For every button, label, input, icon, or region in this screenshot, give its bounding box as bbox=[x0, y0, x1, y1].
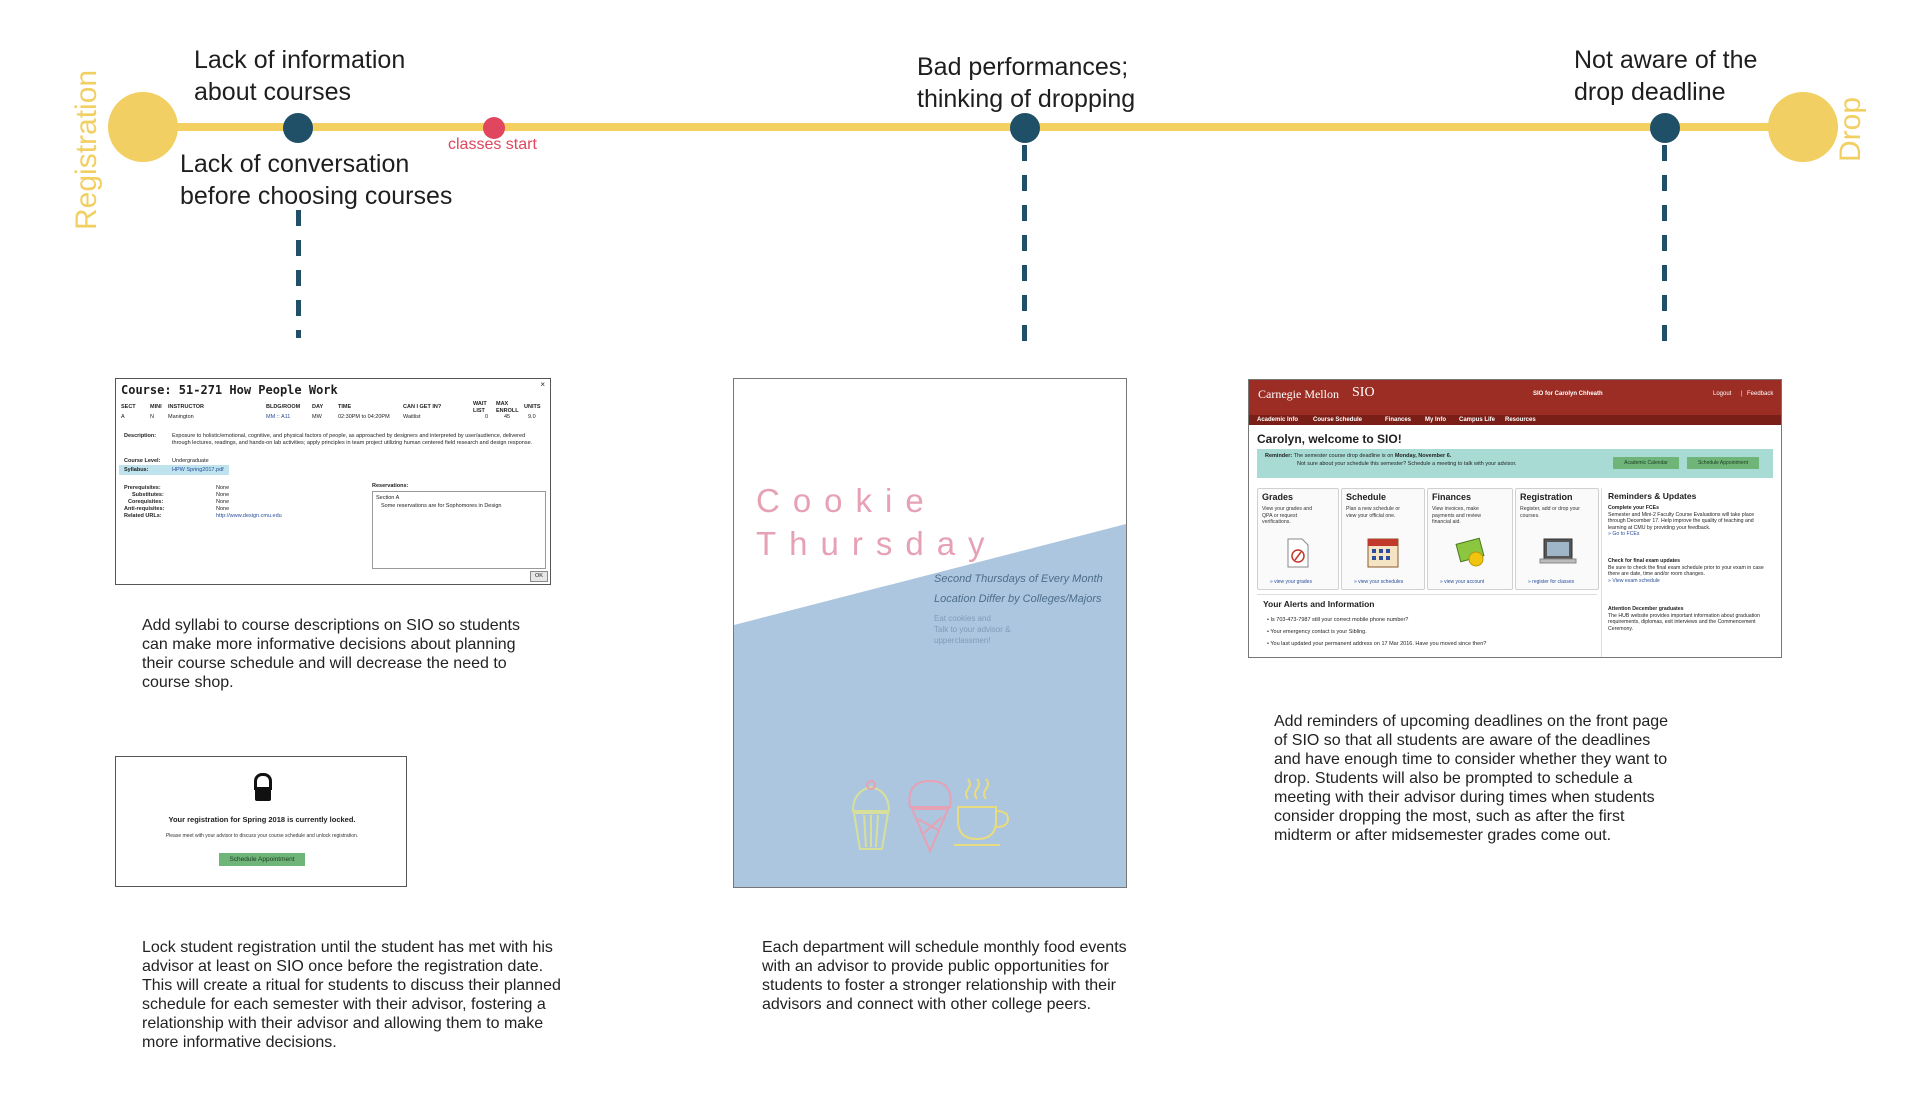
money-icon bbox=[1454, 535, 1488, 569]
tile-finances[interactable]: Finances View invoices, make payments and review financial aid. » view your account bbox=[1427, 488, 1513, 590]
calendar-icon bbox=[1366, 535, 1400, 569]
registration-label: Registration bbox=[70, 69, 103, 230]
connector-dash-1 bbox=[296, 210, 301, 338]
nav-finances[interactable]: Finances bbox=[1385, 417, 1412, 423]
schedule-appointment-button[interactable]: Schedule Appointment bbox=[219, 853, 305, 866]
sio-brand: Carnegie Mellon bbox=[1258, 387, 1339, 401]
deadline-reminder-banner: Reminder: The semester course drop deadline is on Monday, November 6. Not sure about your schedule this semester? Schedule a meeting to talk with your advisor. Academic Calendar Schedule Appointment bbox=[1257, 449, 1773, 478]
lock-message: Your registration for Spring 2018 is currently locked. bbox=[168, 815, 356, 824]
drop-label: Drop bbox=[1834, 96, 1867, 162]
desc-syllabi: Add syllabi to course descriptions on SIO so students can make more informative decisions about planning their course schedule and will decrease the need to course shop. bbox=[142, 617, 520, 691]
timeline-node-drop bbox=[1650, 113, 1680, 143]
timeline-line bbox=[150, 123, 1770, 131]
lock-sub-message: Please meet with your advisor to discuss your course schedule and unlock registration. bbox=[165, 833, 359, 839]
course-title: Course: 51-271 How People Work bbox=[121, 383, 338, 397]
header-divider: | bbox=[1741, 391, 1743, 397]
alert-phone: • Is 703-473-7987 still your correct mobile phone number? bbox=[1267, 617, 1409, 623]
pain-point-drop-deadline: Not aware of the drop deadline bbox=[1574, 46, 1758, 106]
pain-point-lack-info: Lack of information about courses bbox=[194, 46, 406, 106]
nav-course-schedule[interactable]: Course Schedule bbox=[1313, 417, 1363, 423]
sio-nav-bar bbox=[1249, 415, 1781, 425]
update-graduates: Attention December graduates The HUB website provides important information about graduation requirements, diplomas, exit interviews and the Commencement Ceremony. bbox=[1608, 606, 1760, 632]
poster-small-text: Eat cookies and Talk to your advisor & upperclassmen! bbox=[934, 614, 1011, 645]
sio-app-name: SIO bbox=[1352, 385, 1375, 400]
timeline-node-midterm bbox=[1010, 113, 1040, 143]
pain-point-bad-performance: Bad performances; thinking of dropping bbox=[917, 53, 1136, 113]
sio-home-screenshot bbox=[1248, 379, 1782, 658]
tile-registration[interactable]: Registration Register, add or drop your courses. » register for classes bbox=[1515, 488, 1599, 590]
nav-my-info[interactable]: My Info bbox=[1425, 417, 1446, 423]
schedule-appointment-button-sio[interactable]: Schedule Appointment bbox=[1687, 457, 1759, 469]
alert-address: • You last updated your permanent address on 17 Mar 2016. Have you moved since then? bbox=[1267, 641, 1487, 647]
nav-campus-life[interactable]: Campus Life bbox=[1459, 417, 1496, 423]
syllabus-link[interactable]: HPW Spring2017.pdf bbox=[172, 467, 224, 473]
connector-dash-2 bbox=[1022, 145, 1027, 343]
nav-academic-info[interactable]: Academic Info bbox=[1257, 417, 1299, 423]
sio-user-label: SIO for Carolyn Chheath bbox=[1533, 391, 1603, 397]
ok-button[interactable]: OK bbox=[530, 571, 548, 582]
course-description-card: Course: 51-271 How People Work × SECT MINI INSTRUCTOR BLDG/ROOM DAY TIME CAN I GET IN? WAIT LIST MAX ENROLL UNITS A N Manington MM :: A11 MW 02:30PM to 04:20PM Waitlist 0 45 9.0 Description: Exposure to holistic/emotional, cognitive, and physical factors of people, as approached by designers and interpreted by user/audience, delivered through lectures, readings, and hands-on lab activities; apply principles in team project utilizing human centered field research and design response. Course Level: Undergraduate Syllabus: HPW Spring2017.pdf Prerequisites: Substitutes: Corequisites: Anti-requisites: Related URLs: None None None None http://www.design.cmu.edu Reservations: Section A Some reservations are for Sophomores in Design OK bbox=[115, 378, 551, 585]
poster-subtitle-2: Location Differ by Colleges/Majors bbox=[934, 593, 1102, 605]
sio-welcome: Carolyn, welcome to SIO! bbox=[1257, 432, 1402, 446]
reminders-updates-panel: Reminders & Updates Complete your FCEs Semester and Mini-2 Faculty Course Evaluations will take place through December 17. Help improve the quality of teaching and learning at CMU by providing your feedback. » Go to FCEs Check for final exam updates Be sure to check the final exam schedule prior to your exam in case there are date, time and/or room changes. » View exam schedule Attention December graduates The HUB website provides important information about graduation requirements, diplomas, exit interviews and the Commencement Ceremony. bbox=[1601, 488, 1774, 657]
classes-start-label: classes start bbox=[448, 136, 537, 153]
cookie-thursday-poster bbox=[733, 378, 1127, 888]
grades-icon bbox=[1284, 537, 1312, 569]
alert-emergency: • Your emergency contact is your Sibling. bbox=[1267, 629, 1367, 635]
laptop-icon bbox=[1538, 537, 1578, 567]
related-url-link[interactable]: http://www.design.cmu.edu bbox=[216, 513, 282, 519]
timeline-node-registration bbox=[283, 113, 313, 143]
lock-icon bbox=[247, 773, 279, 803]
reservations-box: Section A Some reservations are for Sophomores in Design bbox=[372, 491, 546, 569]
desc-food-events: Each department will schedule monthly food events with an advisor to provide public opportunities for students to foster a stronger relationship with their advisors and connect with other college peers. bbox=[762, 939, 1127, 1013]
sio-header bbox=[1249, 380, 1781, 415]
poster-background bbox=[734, 379, 1126, 887]
logout-link[interactable]: Logout bbox=[1713, 391, 1732, 397]
tile-grades[interactable]: Grades View your grades and QPA or request verifications. » view your grades bbox=[1257, 488, 1339, 590]
close-icon[interactable]: × bbox=[540, 380, 545, 389]
feedback-link[interactable]: Feedback bbox=[1747, 391, 1774, 397]
timeline-end-circle bbox=[1768, 92, 1838, 162]
course-description-text: Exposure to holistic/emotional, cognitive, and physical factors of people, as approached by designers and interpreted by user/audience, delivered through lectures, readings, and hands-on lab activities; apply principles in team project utilizing human centered field research and design response. bbox=[172, 433, 533, 446]
poster-title-thursday: Thursday bbox=[756, 525, 998, 562]
connector-dash-3 bbox=[1662, 145, 1667, 343]
update-fce: Complete your FCEs Semester and Mini-2 Faculty Course Evaluations will take place through December 17. Help improve the quality of teaching and learning at CMU by providing your feedback. » Go to FCEs bbox=[1608, 505, 1755, 537]
pain-point-lack-conversation: Lack of conversation before choosing courses bbox=[180, 150, 453, 210]
desc-lock: Lock student registration until the student has met with his advisor at least on SIO once before the registration date. This will create a ritual for students to discuss their planned schedule for each semester with their advisor, fostering a relationship with their advisor and allowing them to make more informative decisions. bbox=[142, 939, 561, 1051]
locked-registration-card bbox=[115, 756, 407, 887]
tile-schedule[interactable]: Schedule Plan a new schedule or view your official one. » view your schedules bbox=[1341, 488, 1425, 590]
update-final-exam: Check for final exam updates Be sure to check the final exam schedule prior to your exam in case there are date, time and/or room changes. » View exam schedule bbox=[1608, 558, 1764, 584]
poster-title-cookie: Cookie bbox=[756, 482, 937, 519]
timeline-start-circle bbox=[108, 92, 178, 162]
poster-subtitle-1: Second Thursdays of Every Month bbox=[934, 573, 1103, 585]
alerts-panel: Your Alerts and Information • Is 703-473-7987 still your correct mobile phone number? • Your emergency contact is your Sibling. • You last updated your permanent address on 17 Mar 2016. Have you moved since then? bbox=[1257, 594, 1597, 658]
nav-resources[interactable]: Resources bbox=[1505, 417, 1536, 423]
academic-calendar-button[interactable]: Academic Calendar bbox=[1613, 457, 1679, 469]
desc-reminders: Add reminders of upcoming deadlines on the front page of SIO so that all students are aware of the deadlines and have enough time to consider whether they want to drop. Students will also be prompted to schedule a meeting with their advisor during times when students consider dropping the most, such as after the first midterm or after midsemester grades come out. bbox=[1274, 713, 1669, 844]
